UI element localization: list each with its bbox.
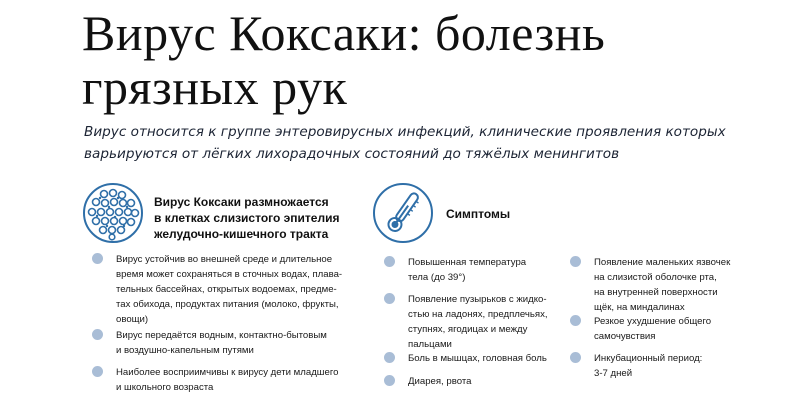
symptoms-heading: Симптомы [446, 207, 511, 221]
thermometer-icon [372, 182, 434, 244]
bullet-dot [92, 329, 103, 340]
list-item-text: Диарея, рвота [408, 376, 472, 387]
list-item-text: Резкое ухудшение общего самочувствия [594, 316, 712, 342]
list-item-text: Вирус передаётся водным, контактно-бытовым и воздушно-капельным путями [116, 330, 327, 356]
bullet-dot [384, 256, 395, 267]
bullet-dot [570, 256, 581, 267]
bullet-dot [92, 366, 103, 377]
list-item-text: Наиболее восприимчивы к вирусу дети младшего и школьного возраста [116, 367, 339, 393]
list-item-text: Вирус устойчив во внешней среде и длительное время может сохраняться в сточных водах, плава- тельных бассейнах, открытых водоемах, предме- тах обихода, продуктах питания (молоко, фрукты, овощи) [116, 254, 343, 325]
bullet-dot [570, 315, 581, 326]
list-item-text: Инкубационный период: 3-7 дней [594, 353, 703, 379]
bullet-dot [570, 352, 581, 363]
bullet-dot [384, 352, 395, 363]
virus-heading: Вирус Коксаки размножается в клетках слизистого эпителия желудочно-кишечного тракта [154, 195, 340, 241]
list-item-text: Боль в мышцах, головная боль [408, 353, 547, 364]
virus-cells-icon [82, 182, 144, 244]
bullet-dot [384, 293, 395, 304]
list-item-text: Повышенная температура тела (до 39°) [408, 257, 527, 283]
page-title: Вирус Коксаки: болезнь грязных рук [82, 5, 606, 115]
bullet-dot [92, 253, 103, 264]
list-item-text: Появление маленьких язвочек на слизистой оболочке рта, на внутренней поверхности щёк, на миндалинах [594, 257, 731, 313]
page-subtitle: Вирус относится к группе энтеровирусных инфекций, клинические проявления которых варьируются от лёгких лихорадочных состояний до тяжёлых менингитов [84, 124, 726, 162]
list-item-text: Появление пузырьков с жидко- стью на ладонях, предплечьях, ступнях, ягодицах и между пальцами [408, 294, 548, 350]
bullet-dot [384, 375, 395, 386]
